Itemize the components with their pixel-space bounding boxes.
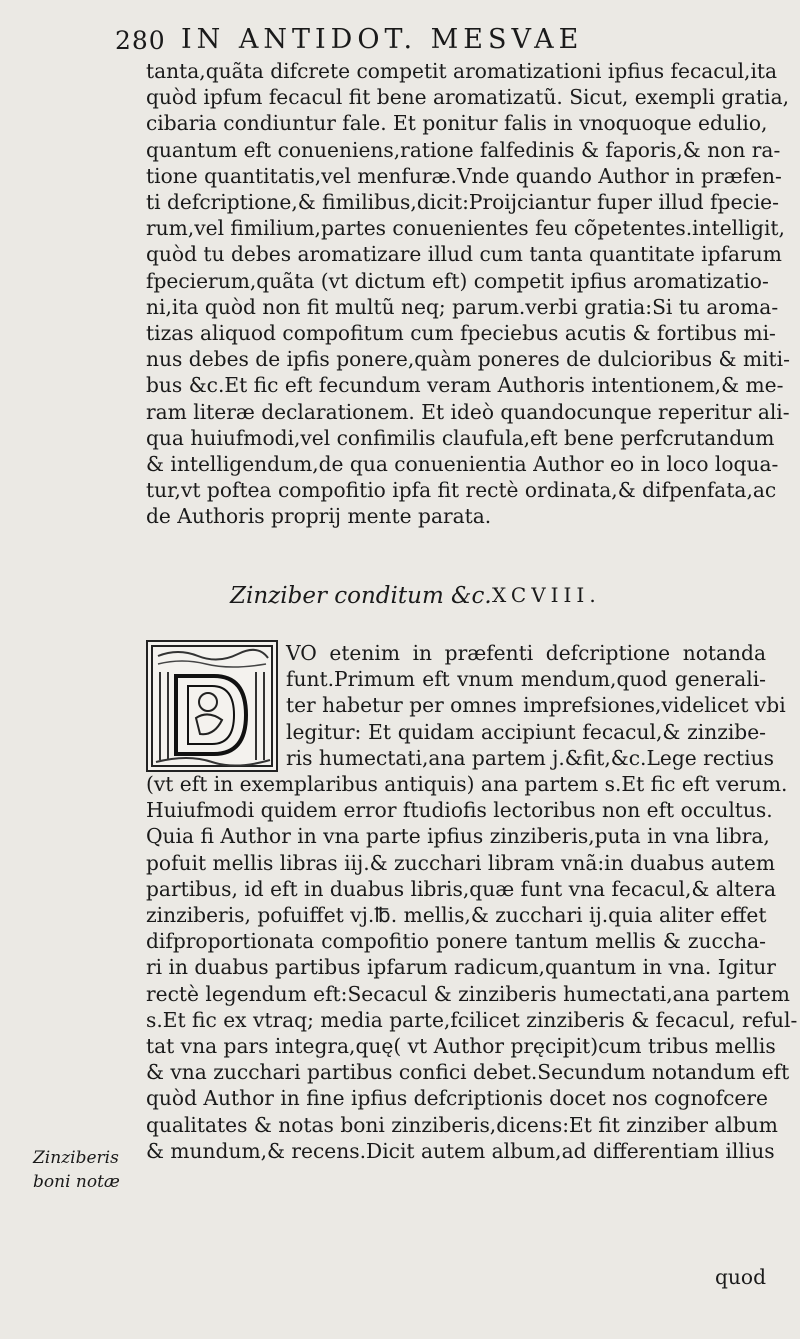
text-line: ri in duabus partibus ipfarum radicum,quantum in vna. Igitur xyxy=(146,955,776,980)
text-line: qua huiufmodi,vel confimilis claufula,eft bene perfcrutandum xyxy=(146,425,775,450)
text-line: Quia fi Author in vna parte ipfius zinziberis,puta in vna libra, xyxy=(146,824,770,849)
text-line: ram literæ declarationem. Et ideò quandocunque reperitur ali- xyxy=(146,399,790,424)
text-line: difproportionata compofitio ponere tantum mellis & zuccha- xyxy=(146,929,766,954)
text-line: ni,ita quòd non fit multũ neq; parum.verbi gratia:Si tu aroma- xyxy=(146,294,779,319)
text-line: & mundum,& recens.Dicit autem album,ad differentiam illius xyxy=(146,1138,775,1163)
page-number: 280 xyxy=(115,26,166,55)
text-line: tat vna pars integra,quę( vt Author pręcipit)cum tribus mellis xyxy=(146,1034,776,1058)
text-line: fpecierum,quãta (vt dictum eft) competit ipfius aromatizatio- xyxy=(146,268,769,293)
text-line: tione quantitatis,vel menfuræ.Vnde quando Author in præfen- xyxy=(146,163,782,188)
text-line: & intelligendum,de qua conuenientia Author eo in loco loqua- xyxy=(146,452,779,476)
text-line: tizas aliquod compofitum cum fpeciebus acutis & fortibus mi- xyxy=(146,321,776,345)
section-heading xyxy=(230,583,770,617)
text-line: quòd tu debes aromatizare illud cum tanta quantitate ipfarum xyxy=(146,242,782,267)
text-line: qualitates & notas boni zinziberis,dicens:Et fit zinziber album xyxy=(146,1112,778,1137)
text-line: pofuit mellis libras iij.& zucchari libram vnã:in duabus autem xyxy=(146,850,775,875)
woodcut-initial-icon xyxy=(148,642,276,770)
catchword: quod xyxy=(714,1265,766,1289)
text-line: s.Et fic ex vtraq; media parte,fcilicet zinziberis & fecacul, reful- xyxy=(146,1007,798,1032)
marginal-note-line: boni notæ xyxy=(33,1172,120,1192)
text-line: partibus, id eft in duabus libris,quæ funt vna fecacul,& altera xyxy=(146,876,777,901)
text-line: de Authoris proprij mente parata. xyxy=(146,504,492,529)
marginal-note-line: Zinziberis xyxy=(33,1148,119,1168)
text-line: quòd ipfum fecacul fit bene aromatizatũ. Sicut, exempli gratia, xyxy=(146,85,790,110)
text-line: legitur: Et quidam accipiunt fecacul,& zinzibe- xyxy=(286,719,766,744)
section-title: Zinziber conditum &c. xyxy=(230,583,492,609)
text-line: ris humectati,ana partem j.&fit,&c.Lege rectius xyxy=(286,745,774,770)
text-line: & vna zucchari partibus confici debet.Secundum notandum eft xyxy=(146,1060,790,1085)
text-line: rum,vel fimilium,partes conuenientes feu cõpetentes.intelligit, xyxy=(146,216,785,241)
text-line: zinziberis, pofuiffet vj.℔. mellis,& zucchari ij.quia aliter effet xyxy=(146,903,767,927)
text-line: (vt eft in exemplaribus antiquis) ana partem s.Et fic eft verum. xyxy=(146,772,788,796)
text-line: rectè legendum eft:Secacul & zinziberis humectati,ana partem xyxy=(146,981,790,1006)
text-line: quòd Author in fine ipfius defcriptionis docet nos cognofcere xyxy=(146,1086,768,1111)
running-title: IN ANTIDOT. MESVAE xyxy=(181,24,584,55)
text-line: Huiufmodi quidem error ftudiofis lectoribus non eft occultus. xyxy=(146,798,773,823)
text-line: VO etenim in præfenti defcriptione notanda xyxy=(286,641,766,665)
section-number: XCVIII. xyxy=(492,583,601,607)
text-line: ti defcriptione,& fimilibus,dicit:Proijciantur fuper illud fpecie- xyxy=(146,190,779,214)
text-line: nus debes de ipfis ponere,quàm poneres de dulcioribus & miti- xyxy=(146,347,790,372)
text-line: funt.Primum eft vnum mendum,quod generali- xyxy=(286,667,766,692)
text-line: cibaria condiuntur fale. Et ponitur falis in vnoquoque edulio, xyxy=(146,111,768,136)
text-line: tanta,quãta difcrete competit aromatizationi ipfius fecacul,ita xyxy=(146,59,778,83)
decorated-initial-letter xyxy=(146,640,278,772)
text-line: tur,vt poftea compofitio ipfa fit rectè ordinata,& difpenfata,ac xyxy=(146,478,777,503)
text-line: quantum eft conueniens,ratione falfedinis & faporis,& non ra- xyxy=(146,137,781,162)
text-line: bus &c.Et fic eft fecundum veram Authoris intentionem,& me- xyxy=(146,373,784,398)
text-line: ter habetur per omnes imprefsiones,videlicet vbi xyxy=(286,693,786,718)
